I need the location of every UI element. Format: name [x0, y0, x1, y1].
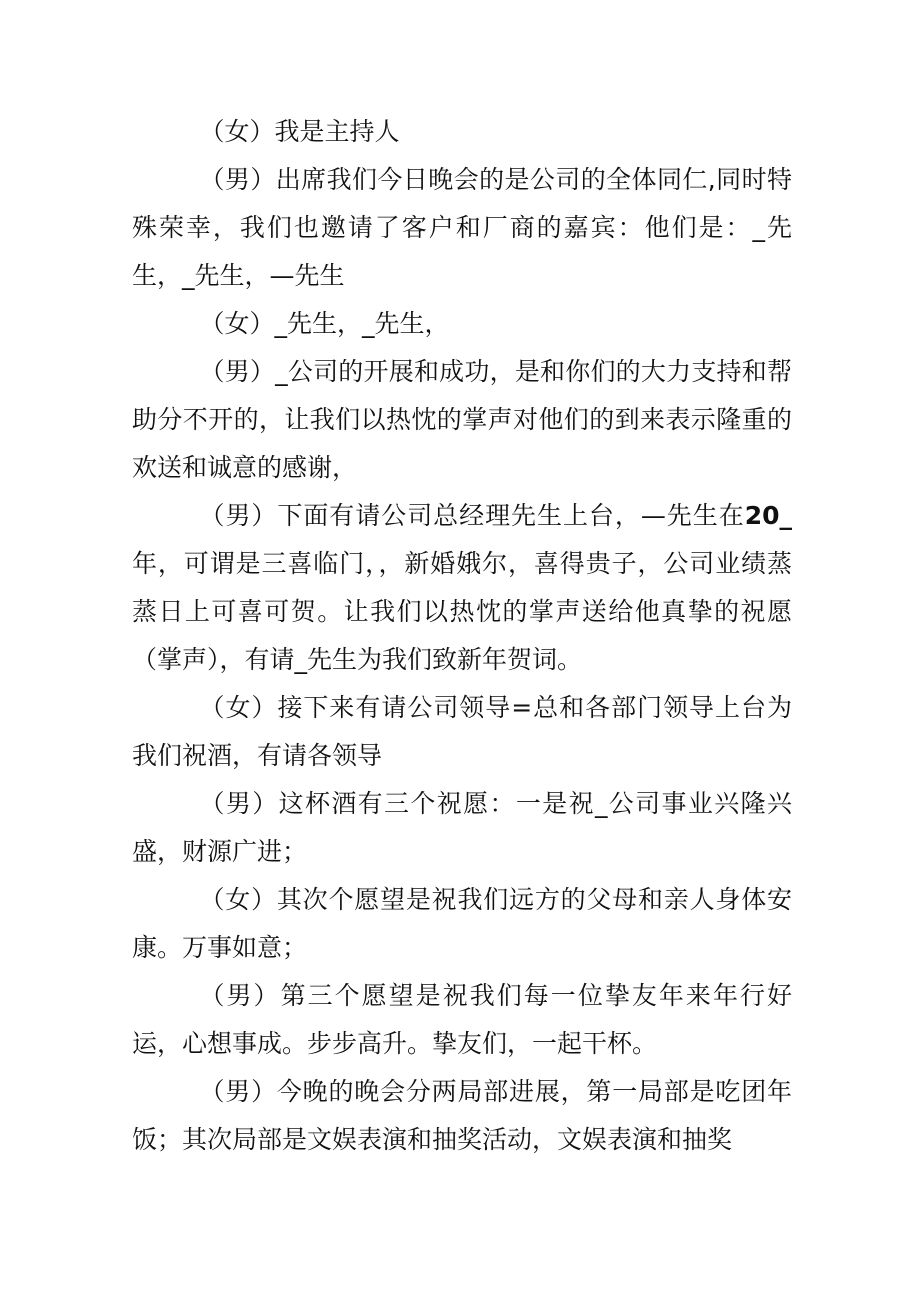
year-text: 20_	[744, 501, 792, 530]
paragraph: （女）我是主持人	[199, 117, 400, 146]
paragraph: （女）其次个愿望是祝我们远方的父母和亲人身体安康。万事如意；	[132, 885, 792, 962]
paragraph: （男）_公司的开展和成功，是和你们的大力支持和帮助分不开的，让我们以热忱的掌声对他们的到来表示隆重的欢送和诚意的感谢，	[132, 357, 792, 482]
paragraph-text: 年，可谓是三喜临门，，新婚娥尔，喜得贵子，公司业绩蒸蒸日上可喜可贺。让我们以热忱的掌声送给他真挚的祝愿（掌声），有请_先生为我们致新年贺词。	[132, 549, 792, 674]
paragraph-text: （男）下面有请公司总经理先生上台，—先生在	[199, 501, 745, 530]
paragraph: （男）第三个愿望是祝我们每一位挚友年来年行好运，心想事成。步步高升。挚友们，一起干杯。	[132, 981, 792, 1058]
paragraph: （女）接下来有请公司领导=总和各部门领导上台为我们祝酒，有请各领导	[132, 693, 792, 770]
paragraph: （男）出席我们今日晚会的是公司的全体同仁,同时特殊荣幸，我们也邀请了客户和厂商的嘉宾：他们是：_先生，_先生，—先生	[132, 165, 792, 290]
paragraph: （男）今晚的晚会分两局部进展，第一局部是吃团年饭；其次局部是文娱表演和抽奖活动，文娱表演和抽奖	[132, 1077, 792, 1154]
paragraph: （男）这杯酒有三个祝愿：一是祝_公司事业兴隆兴盛，财源广进；	[132, 789, 792, 866]
document-body	[132, 108, 792, 1164]
paragraph: （女）_先生，_先生，	[199, 309, 450, 338]
paragraph	[132, 492, 792, 684]
